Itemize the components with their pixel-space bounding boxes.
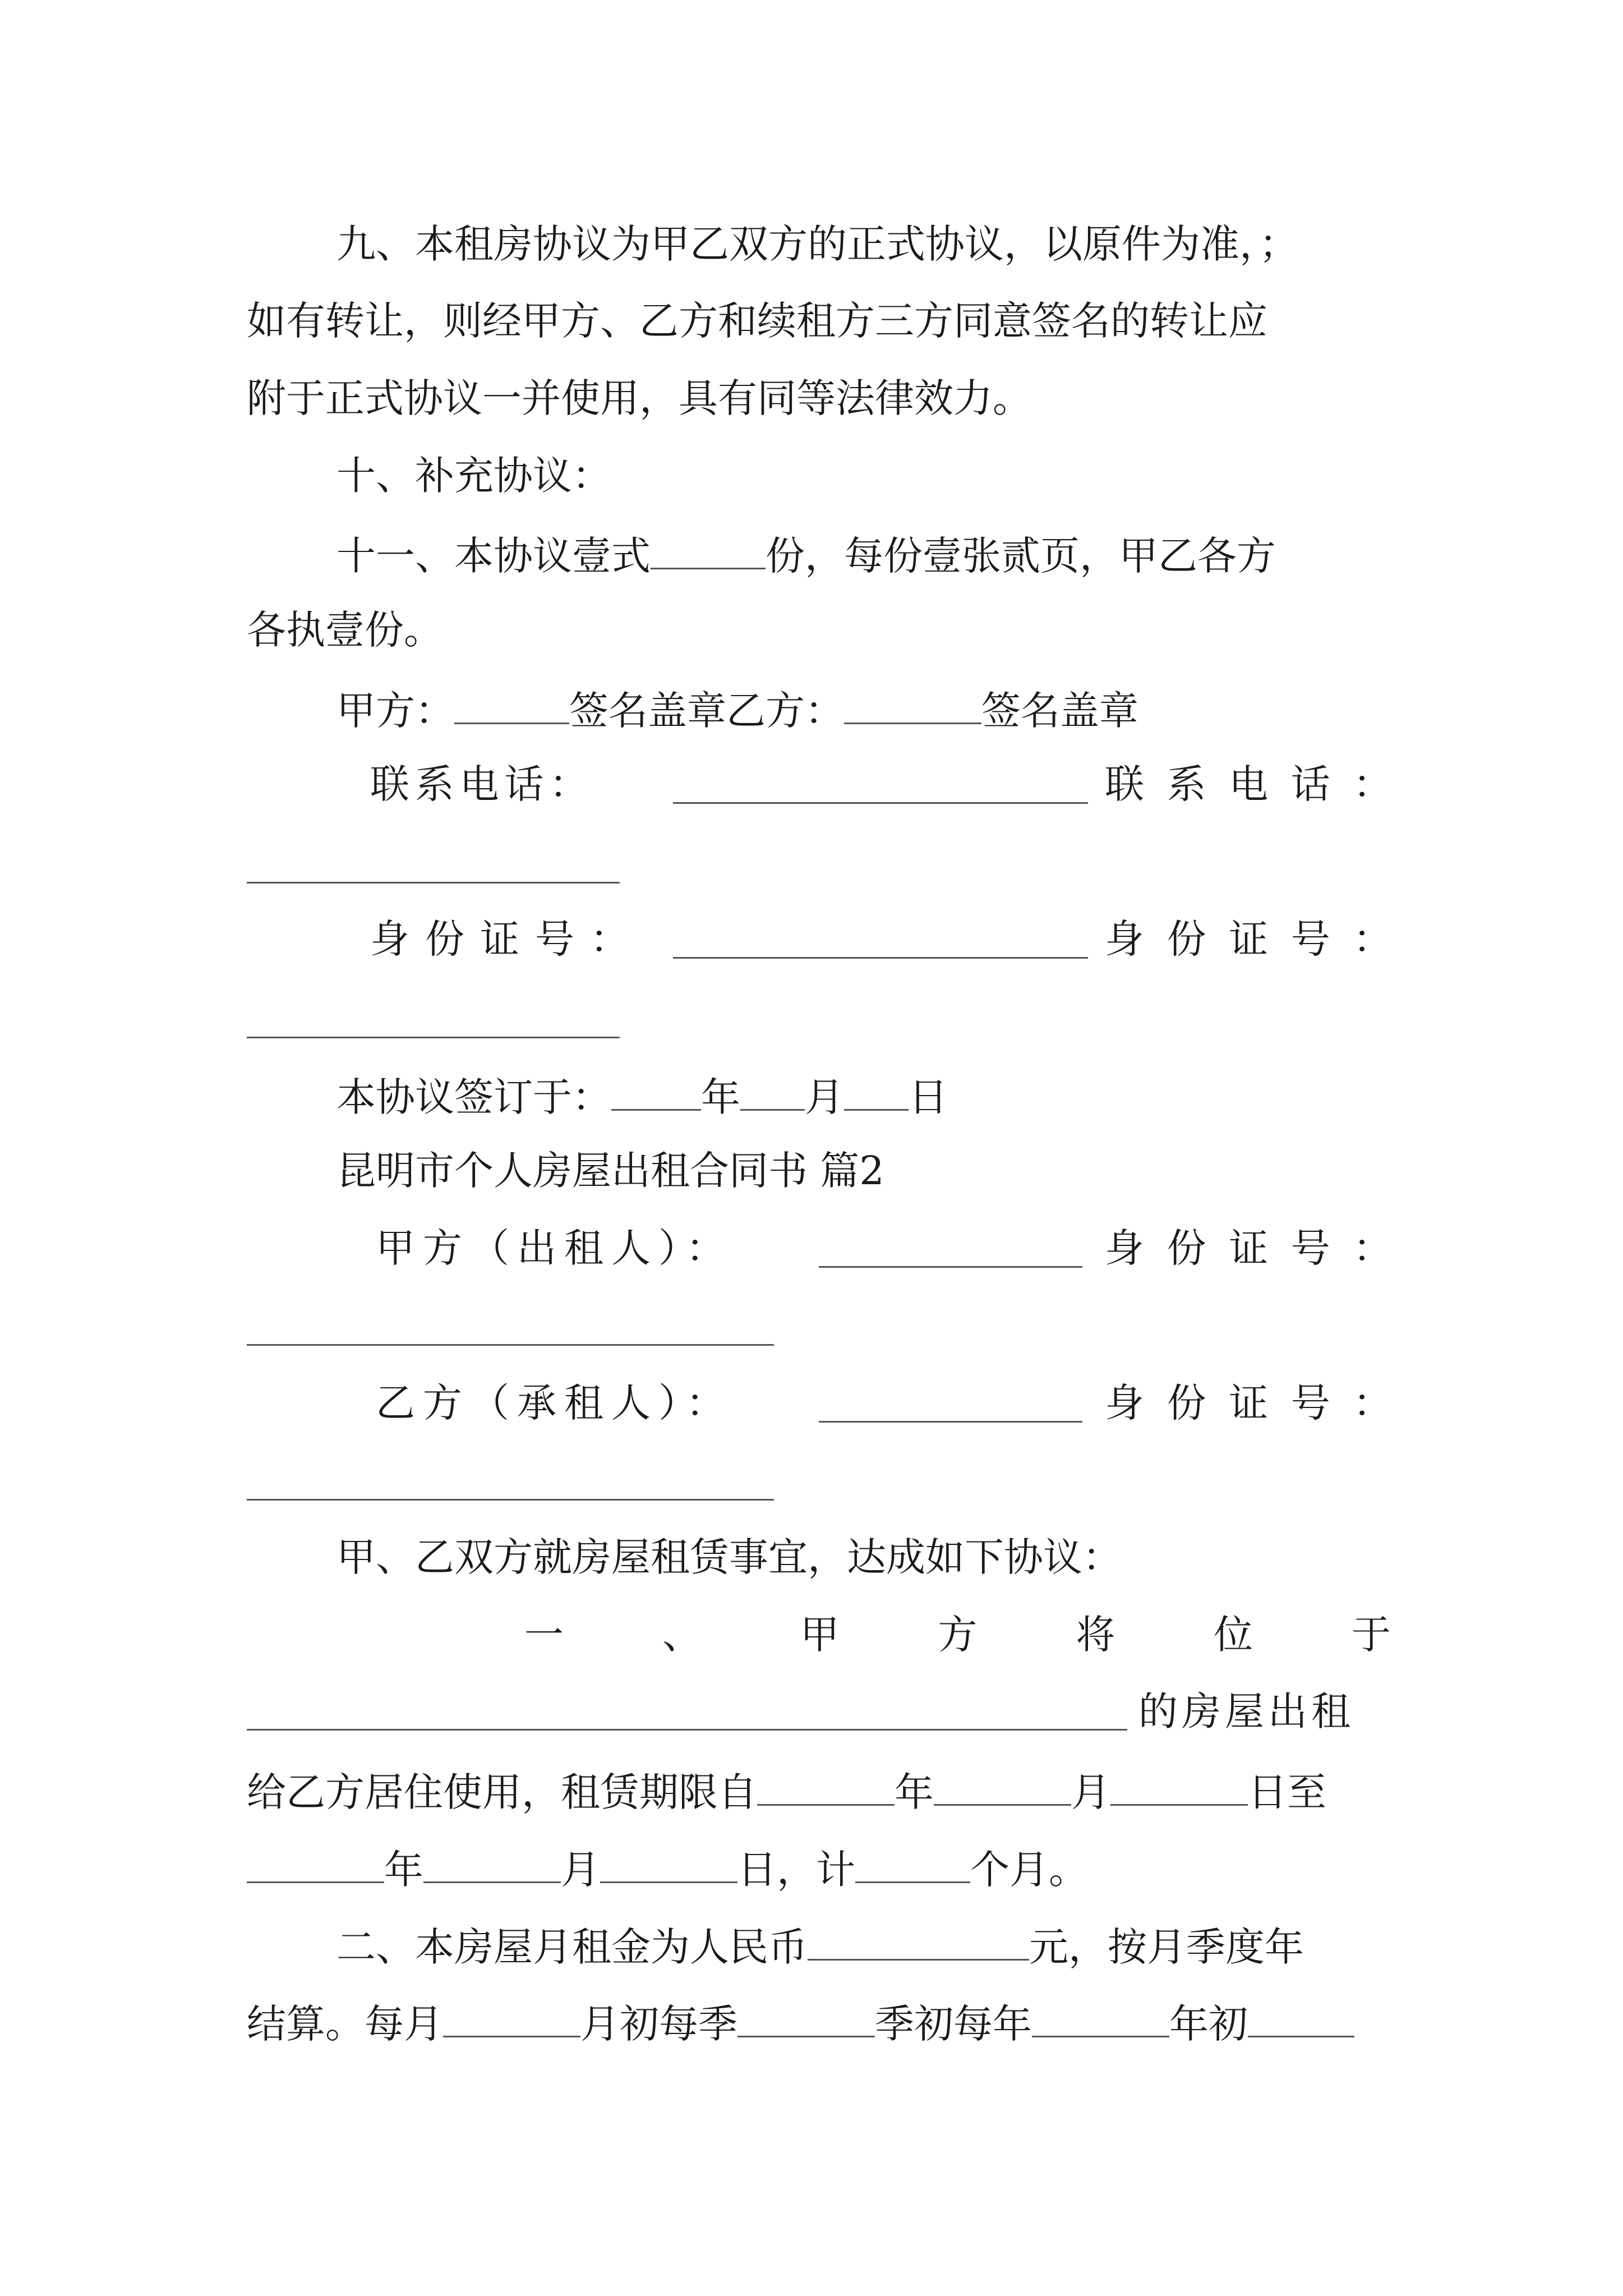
signing-date-label: 本协议签订于： [336, 1074, 611, 1120]
lessee-id-blank[interactable] [247, 1499, 774, 1501]
clause-1-line-3 [247, 1769, 1326, 1815]
clause-1-char: 将 [1076, 1612, 1115, 1658]
property-address-blank[interactable] [247, 1729, 1127, 1731]
end-year-label: 年 [384, 1847, 423, 1893]
end-day-blank[interactable] [600, 1847, 737, 1883]
lessee-id-label: 身份证号： [1105, 1380, 1415, 1426]
start-month-blank[interactable] [934, 1769, 1071, 1806]
month-blank[interactable] [740, 1074, 805, 1111]
start-day-blank[interactable] [1110, 1769, 1248, 1806]
clause-1-char: 于 [1351, 1612, 1391, 1658]
signing-date-line [336, 1074, 948, 1120]
clause-9-line-1: 九、本租房协议为甲乙双方的正式协议，以原件为准，； [336, 221, 1298, 267]
clause-2-line-1 [336, 1924, 1304, 1970]
month-label: 月 [805, 1074, 844, 1120]
day-blank[interactable] [844, 1074, 909, 1111]
signature-line [336, 688, 1138, 734]
lessor-id-blank[interactable] [247, 1344, 774, 1346]
rent-label: 二、本房屋月租金为人民币 [336, 1924, 808, 1970]
id-blank-1[interactable] [673, 957, 1088, 959]
id-blank-2[interactable] [247, 1037, 620, 1038]
party-a-sign-blank[interactable] [454, 688, 569, 724]
clause-9-line-3: 附于正式协议一并使用，具有同等法律效力。 [247, 375, 1032, 421]
end-year-blank[interactable] [247, 1847, 384, 1883]
months-label: 个月。 [970, 1847, 1088, 1893]
phone-blank-2[interactable] [247, 882, 620, 884]
clause-1-char: 、 [662, 1612, 702, 1658]
id-label-2: 身份证号： [1105, 916, 1415, 962]
day-label: 日 [909, 1074, 948, 1120]
year-label: 年 [701, 1074, 740, 1120]
year-blank[interactable] [611, 1074, 701, 1111]
lessor-blank[interactable] [819, 1266, 1082, 1268]
start-day-label: 日至 [1248, 1769, 1326, 1815]
clause-11-line-1 [336, 533, 1276, 579]
yearly-amount-blank[interactable] [1248, 2001, 1354, 2037]
clause-1-line-4 [247, 1847, 1088, 1893]
quarterly-blank[interactable] [737, 2001, 875, 2037]
clause-1-char: 方 [938, 1612, 978, 1658]
quarterly-label: 季初每年 [875, 2001, 1032, 2047]
monthly-blank[interactable] [443, 2001, 580, 2037]
months-count-blank[interactable] [855, 1847, 970, 1883]
clause-1-char: 一 [524, 1612, 564, 1658]
party-b-sign-blank[interactable] [844, 688, 981, 724]
clause-11-text-b: 份，每份壹张贰页，甲乙各方 [766, 533, 1276, 579]
sign-seal-party-b-label: 签名盖章乙方： [569, 688, 844, 734]
phone-label-1: 联系电话： [370, 761, 594, 807]
lease-term-label: 给乙方居住使用，租赁期限自 [247, 1769, 757, 1815]
start-year-label: 年 [895, 1769, 934, 1815]
phone-label-2: 联系电话： [1105, 761, 1415, 807]
clause-1-char: 甲 [800, 1612, 840, 1658]
clause-2-line-2 [247, 2001, 1354, 2047]
lessor-label: 甲方（出租人）： [376, 1225, 733, 1271]
clause-1-char: 位 [1214, 1612, 1253, 1658]
sign-seal-label: 签名盖章 [981, 688, 1138, 734]
rent-unit-label: 元，按月季度年 [1029, 1924, 1304, 1970]
clause-1-line-1 [524, 1612, 1391, 1658]
clause-9-line-2: 如有转让，则经甲方、乙方和续租方三方同意签名的转让应 [247, 298, 1267, 344]
yearly-label: 年初 [1169, 2001, 1248, 2047]
contract-2-title: 昆明市个人房屋出租合同书 篇2 [336, 1148, 884, 1194]
lessee-label: 乙方（承租人）： [376, 1380, 733, 1426]
start-year-blank[interactable] [757, 1769, 895, 1806]
clause-11-text-a: 十一、本协议壹式 [336, 533, 651, 579]
rent-amount-blank[interactable] [808, 1924, 1029, 1961]
lessor-id-label: 身份证号： [1105, 1225, 1415, 1271]
agreement-intro: 甲、乙双方就房屋租赁事宜，达成如下协议： [336, 1534, 1122, 1580]
clause-11-line-2: 各执壹份。 [247, 607, 443, 653]
lessee-blank[interactable] [819, 1421, 1082, 1423]
settlement-label: 结算。每月 [247, 2001, 443, 2047]
copies-blank[interactable] [651, 533, 766, 569]
yearly-blank[interactable] [1032, 2001, 1169, 2037]
clause-1-tail: 的房屋出租 [1138, 1688, 1354, 1734]
party-a-label: 甲方： [336, 688, 454, 734]
clause-10: 十、补充协议： [336, 453, 611, 499]
end-month-label: 月 [561, 1847, 600, 1893]
end-month-blank[interactable] [423, 1847, 561, 1883]
id-label-1: 身份证号： [370, 916, 645, 962]
start-month-label: 月 [1071, 1769, 1110, 1815]
end-day-label: 日，计 [737, 1847, 855, 1893]
monthly-label: 月初每季 [580, 2001, 737, 2047]
phone-blank-1[interactable] [673, 802, 1088, 804]
